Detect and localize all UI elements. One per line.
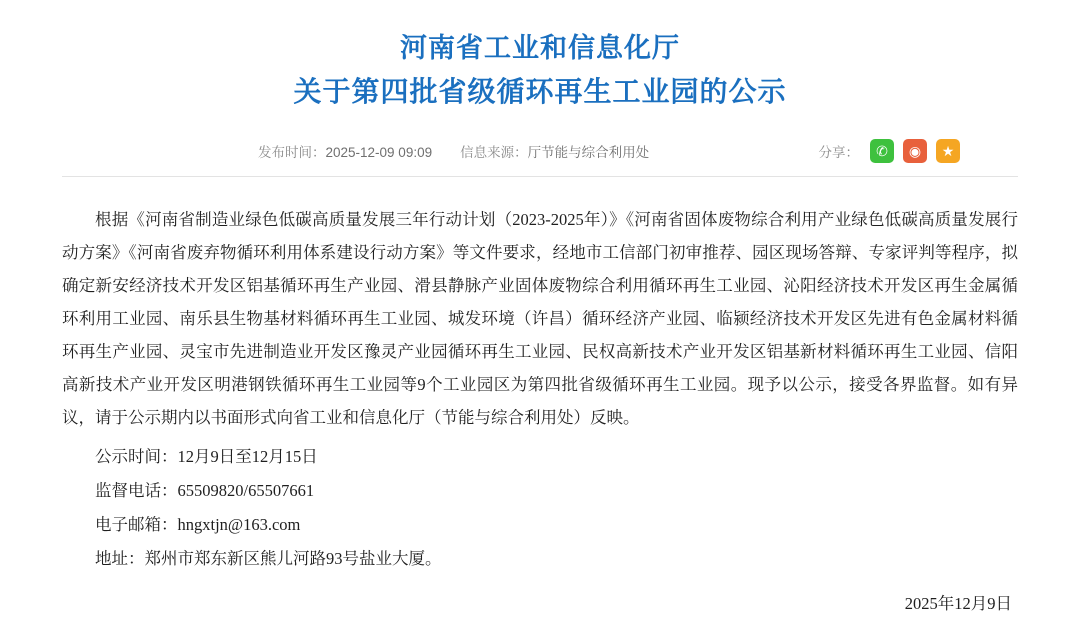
favorite-share-icon[interactable]: ★ (936, 139, 960, 163)
publish-time-label: 发布时间： (258, 145, 326, 160)
contact-info-list (62, 440, 1018, 576)
article-meta (0, 136, 1080, 166)
share-group (819, 139, 961, 163)
publish-time (258, 141, 432, 161)
source-label: 信息来源： (460, 145, 528, 160)
info-line-notice-period: 公示时间：12月9日至12月15日 (95, 447, 318, 466)
info-line-email: 电子邮箱：hngxtjn@163.com (95, 515, 301, 534)
article-body (62, 177, 1018, 576)
meta-left-group (258, 141, 649, 161)
title-line-2: 关于第四批省级循环再生工业园的公示 (293, 76, 787, 107)
title-line-1: 河南省工业和信息化厅 (400, 33, 680, 63)
body-paragraph: 根据《河南省制造业绿色低碳高质量发展三年行动计划（2023-2025年）》《河南省固体废物综合利用产业绿色低碳高质量发展行动方案》《河南省废弃物循环利用体系建设行动方案》等文件要求，经地市工信部门初审推荐、园区现场答辩、专家评判等程序，拟确定新安经济技术开发区铝基循环再生产业园、滑县静脉产业固体废物综合利用循环再生工业园、沁阳经济技术开发区再生金属循环利用工业园、南乐县生物基材料循环再生工业园、城发环境（许昌）循环经济产业园、临颍经济技术开发区先进有色金属材料循环再生产业园、灵宝市先进制造业开发区豫灵产业园循环再生工业园、民权高新技术产业开发区铝基新材料循环再生工业园、信阳高新技术产业开发区明港钢铁循环再生工业园等9个工业园区为第四批省级循环再生工业园。现予以公示，接受各界监督。如有异议，请于公示期内以书面形式向省工业和信息化厅（节能与综合利用处）反映。 (62, 210, 1018, 427)
publish-time-value: 2025-12-09 09:09 (325, 145, 433, 160)
wechat-share-icon[interactable]: ✆ (870, 139, 894, 163)
weibo-share-icon[interactable]: ◉ (903, 139, 927, 163)
sign-date: 2025年12月9日 (904, 594, 1012, 613)
information-source (460, 141, 649, 161)
info-line-phone: 监督电话：65509820/65507661 (95, 481, 315, 500)
info-line-address: 地址：郑州市郑东新区熊儿河路93号盐业大厦。 (95, 549, 442, 568)
share-label: 分享： (818, 145, 859, 160)
page-title (0, 0, 1080, 114)
source-value: 厅节能与综合利用处 (527, 145, 650, 160)
